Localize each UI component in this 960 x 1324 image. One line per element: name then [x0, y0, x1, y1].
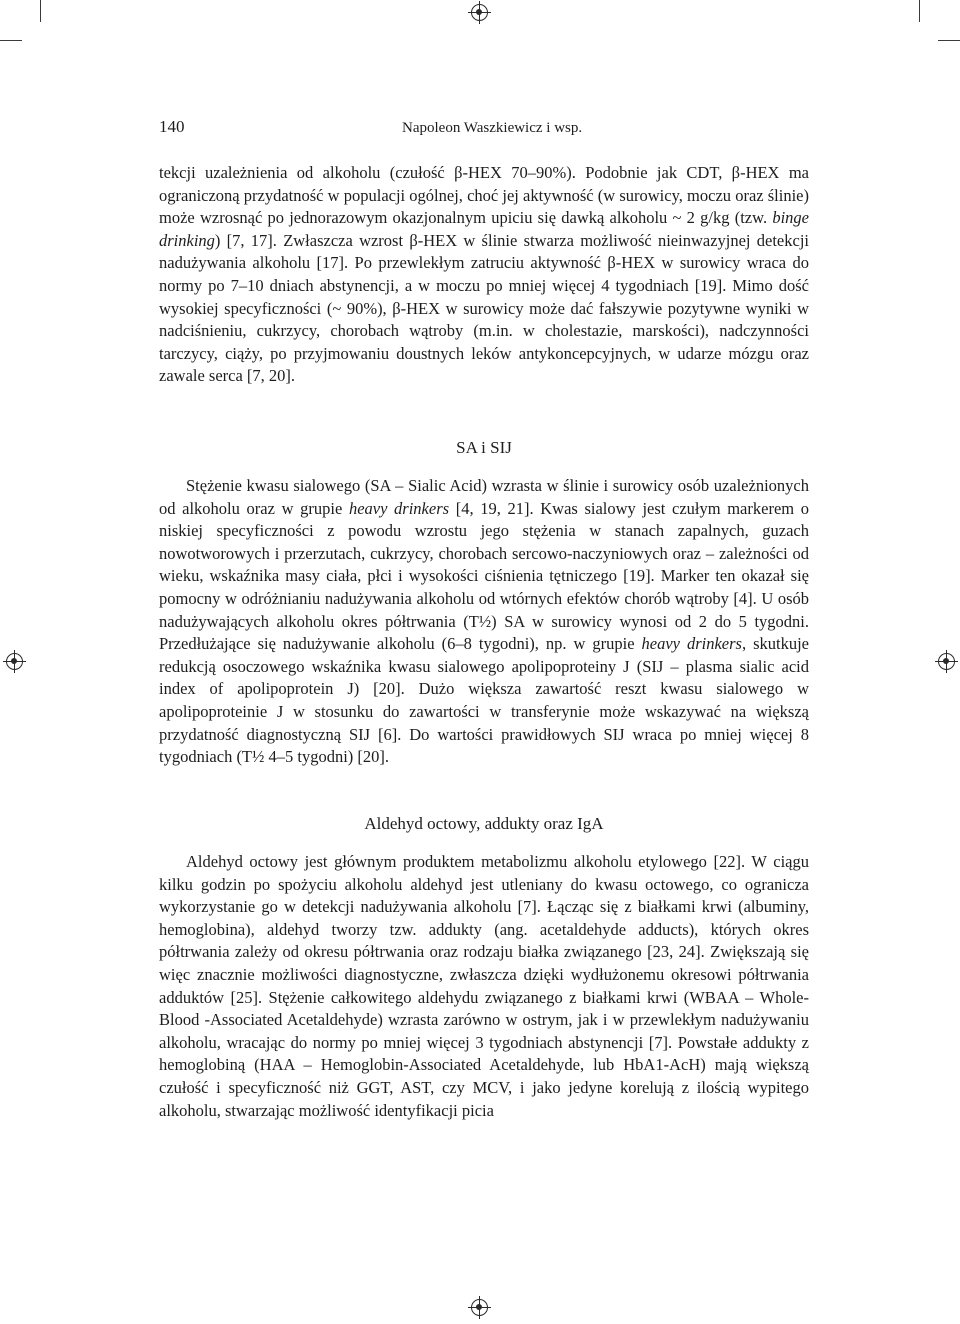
registration-mark-bottom-icon	[471, 1299, 488, 1316]
crop-mark-top-left-vertical	[40, 0, 41, 22]
section-heading-aldehyd: Aldehyd octowy, addukty oraz IgA	[364, 814, 604, 833]
registration-mark-top-icon	[471, 4, 488, 21]
paragraph-beta-hex	[159, 162, 809, 388]
paragraph-text: Stężenie kwasu sialowego (SA – Sialic Acid) wzrasta w ślinie i surowicy osób uzależnionych od alkoholu oraz w grupie	[159, 476, 809, 518]
crop-mark-top-left-horizontal	[0, 40, 22, 41]
paragraph-text: Aldehyd octowy jest głównym produktem metabolizmu alkoholu etylowego [22]. W ciągu kilku godzin po spożyciu alkoholu aldehyd jest utleniany do kwasu octowego, co ogranicza wykorzystanie go w detekcji nadużywania alkoholu [7]. Łącząc się z białkami krwi (albuminy, hemoglobina), aldehyd tworzy tzw. addukty (ang. acetaldehyde adducts), których okres półtrwania zależy od okresu półtrwania oraz rodzaju białka związanego [23, 24]. Zwiększają się więc znacznie możliwości diagnostyczne, zwłaszcza dzięki wydłużonemu okresowi półtrwania adduktów [25]. Stężenie całkowitego aldehydu związanego z białkami krwi (WBAA – Whole-Blood -Associated Acetaldehyde) wzrasta zarówno w ostrym, jak i w przewlekłym nadużywaniu alkoholu, wracając do normy po mniej więcej 3 tygodniach abstynencji [7]. Powstałe addukty z hemoglobiną (HAA – Hemoglobin-Associated Acetaldehyde, lub HbA1-AcH) mają większą czułość i specyficzność niż GGT, AST, czy MCV, i jako jedyne korelują z ilością wypitego alkoholu, stwarzając możliwość identyfikacji picia	[159, 852, 809, 1120]
italic-term: binge drinking	[159, 208, 809, 250]
paragraph-text: [4, 19, 21]. Kwas sialowy jest czułym markerem o niskiej specyficzności z powodu wzrostu jego stężenia w stanach zapalnych, guzach nowotworowych i przerzutach, cukrzycy, chorobach sercowo-naczyniowych oraz – zależności od wieku, wskaźnika masy ciała, płci i wysokości ciśnienia tętniczego [19]. Marker ten okazał się pomocny w odróżnianiu nadużywania alkoholu od wtórnych efektów chorób wątroby [4]. U osób nadużywających alkoholu okres półtrwania (T½) SA w surowicy wynosi od 2 do 5 tygodni. Przedłużające się nadużywanie alkoholu (6–8 tygodni), np. w grupie	[159, 498, 810, 654]
italic-term: heavy drinkers	[348, 498, 450, 518]
italic-term: heavy drinkers	[641, 634, 742, 654]
registration-mark-left-icon	[6, 653, 23, 670]
crop-mark-top-right-vertical	[919, 0, 920, 22]
paragraph-acetaldehyde	[159, 851, 809, 1122]
paragraph-text: tekcji uzależnienia od alkoholu (czułość β-HEX 70–90%). Podobnie jak CDT, β-HEX ma ograniczoną przydatność w populacji ogólnej, choć jej aktywność (w surowicy, moczu oraz ślinie) może wzrosnąć po jednorazowym okazjonalnym upiciu się dawką alkoholu ~ 2 g/kg (tzw.	[159, 163, 809, 228]
paragraph-text: , skutkuje redukcją osoczowego wskaźnika kwasu sialowego apolipoproteiny J (SIJ – plasma sialic acid index of apolipoprotein J) [20]. Dużo większa zawartość reszt kwasu sialowego w apolipoproteinie J w stosunku do zawartości w transferynie może wskazywać na większą przydatność diagnostyczną SIJ [6]. Do wartości prawidłowych SIJ wraca po mniej więcej 8 tygodniach (T½ 4–5 tygodni) [20].	[159, 634, 809, 767]
crop-mark-top-right-horizontal	[938, 40, 960, 41]
section-heading-sa-sij: SA i SIJ	[456, 438, 512, 457]
paragraph-text: ) [7, 17]. Zwłaszcza wzrost β-HEX w ślinie stwarza możliwość nieinwazyjnej detekcji nadużywania alkoholu [17]. Po przewlekłym zatruciu aktywność β-HEX w surowicy wraca do normy po 7–10 dniach abstynencji, a w moczu po mniej więcej 4 tygodniach [19]. Mimo dość wysokiej specyficzności (~ 90%), β-HEX w surowicy może dać fałszywie pozytywne wyniki w nadciśnieniu, cukrzycy, chorobach wątroby (m.in. w cholestazie, marskości), nadczynności tarczycy, ciąży, po przyjmowaniu doustnych leków antykoncepcyjnych, w udarze mózgu oraz zawale serca [7, 20].	[159, 230, 809, 386]
paragraph-sialic-acid	[159, 475, 809, 769]
registration-mark-right-icon	[938, 653, 955, 670]
running-head: Napoleon Waszkiewicz i wsp.	[402, 120, 583, 136]
page-number: 140	[159, 117, 185, 136]
